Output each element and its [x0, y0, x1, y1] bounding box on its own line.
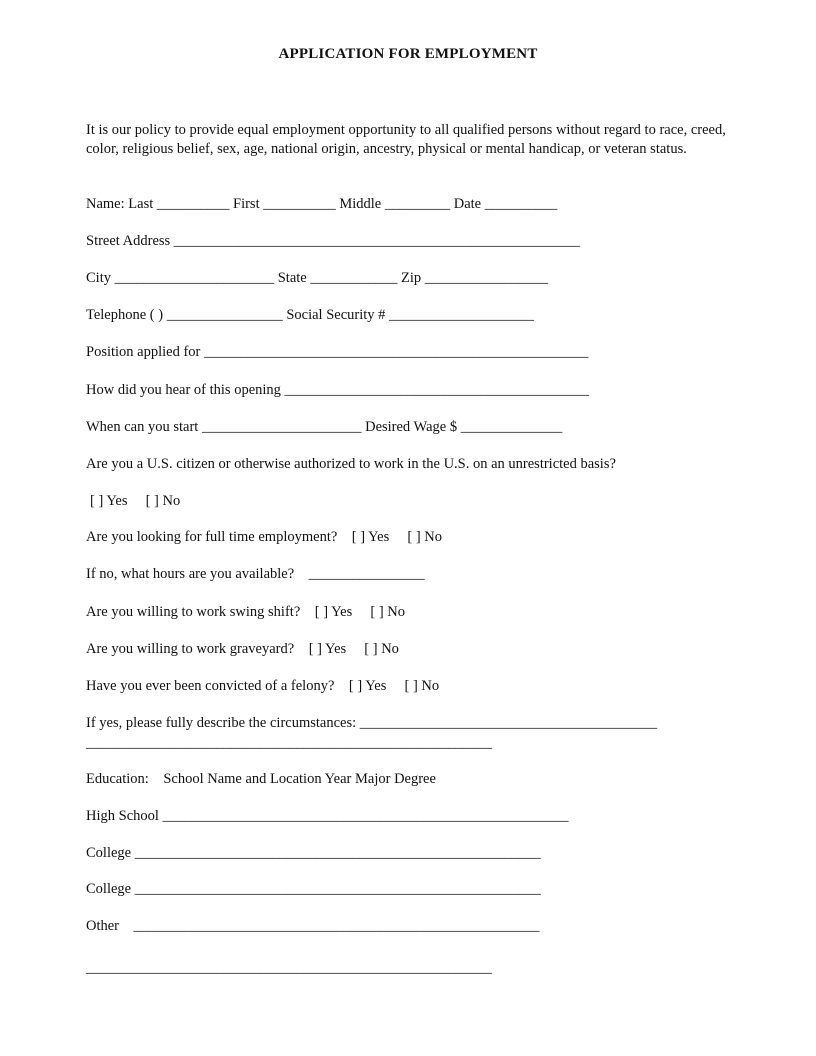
- street-row: [86, 232, 580, 250]
- state-field[interactable]: ____________: [310, 270, 398, 286]
- education-label: Education:: [86, 771, 149, 787]
- city-row: [86, 269, 548, 287]
- swing-question: Are you willing to work swing shift?: [86, 604, 301, 620]
- hours-row: [86, 565, 425, 583]
- education-header-row: [86, 770, 436, 788]
- circumstances-field[interactable]: _________________________________________: [359, 715, 658, 731]
- authorized-options: [90, 492, 180, 510]
- date-label: Date: [453, 196, 482, 212]
- swing-no-checkbox[interactable]: [ ] No: [370, 604, 405, 620]
- name-row: [86, 195, 557, 213]
- graveyard-no-checkbox[interactable]: [ ] No: [364, 641, 399, 657]
- graveyard-row: [86, 640, 399, 658]
- city-label: City: [86, 270, 111, 286]
- zip-field[interactable]: _________________: [424, 270, 548, 286]
- position-label: Position applied for: [86, 344, 201, 360]
- college-row-2: [86, 880, 541, 898]
- hear-field[interactable]: __________________________________________: [284, 382, 590, 398]
- hours-question: If no, what hours are you available?: [86, 566, 295, 582]
- zip-label: Zip: [400, 270, 422, 286]
- page-title: APPLICATION FOR EMPLOYMENT: [278, 46, 538, 62]
- fulltime-no-checkbox[interactable]: [ ] No: [407, 529, 443, 545]
- authorized-question: Are you a U.S. citizen or otherwise authorized to work in the U.S. on an unrestricted basis?: [86, 456, 616, 472]
- graveyard-yes-checkbox[interactable]: [ ] Yes: [308, 641, 347, 657]
- last-name-field[interactable]: __________: [156, 196, 230, 212]
- start-row: [86, 418, 562, 436]
- date-field[interactable]: __________: [484, 196, 558, 212]
- authorized-no-checkbox[interactable]: [ ] No: [145, 493, 181, 509]
- position-field[interactable]: _____________________________________________________: [204, 344, 589, 360]
- fulltime-question: Are you looking for full time employment?: [86, 529, 338, 545]
- policy-statement: It is our policy to provide equal employment opportunity to all qualified persons without regard to race, creed, color, religious belief, sex, age, national origin, ancestry, physical or mental handicap, or veteran status.: [86, 122, 726, 157]
- fulltime-yes-checkbox[interactable]: [ ] Yes: [351, 529, 390, 545]
- college-label-2: College: [86, 881, 132, 897]
- college-label-1: College: [86, 845, 132, 861]
- circumstances-label: If yes, please fully describe the circumstances:: [86, 715, 357, 731]
- final-blank-line[interactable]: ________________________________________________________: [86, 960, 492, 976]
- position-row: [86, 343, 588, 361]
- last-name-label: Name: Last: [86, 196, 154, 212]
- ssn-field[interactable]: ____________________: [389, 307, 535, 323]
- fulltime-row: [86, 528, 442, 546]
- hear-label: How did you hear of this opening: [86, 382, 281, 398]
- ssn-label: Social Security #: [286, 307, 386, 323]
- wage-field[interactable]: ______________: [460, 419, 563, 435]
- felony-question: Have you ever been convicted of a felony?: [86, 678, 335, 694]
- graveyard-question: Are you willing to work graveyard?: [86, 641, 295, 657]
- telephone-row: [86, 306, 534, 324]
- college-row-1: [86, 844, 541, 862]
- hours-field[interactable]: ________________: [308, 566, 425, 582]
- wage-label: Desired Wage $: [365, 419, 458, 435]
- street-address-field[interactable]: ________________________________________________________: [173, 233, 580, 249]
- education-columns: School Name and Location Year Major Degree: [163, 771, 436, 787]
- start-label: When can you start: [86, 419, 199, 435]
- other-label: Other: [86, 918, 120, 934]
- middle-name-field[interactable]: _________: [384, 196, 451, 212]
- circumstances-field-line2[interactable]: ________________________________________________________: [86, 735, 492, 751]
- authorized-yes-checkbox[interactable]: [ ] Yes: [90, 493, 128, 509]
- other-field[interactable]: ________________________________________________________: [133, 918, 540, 934]
- circumstances-row: [86, 714, 657, 732]
- city-field[interactable]: ______________________: [114, 270, 275, 286]
- felony-no-checkbox[interactable]: [ ] No: [404, 678, 440, 694]
- first-name-field[interactable]: __________: [263, 196, 336, 212]
- high-school-label: High School: [86, 808, 159, 824]
- start-field[interactable]: ______________________: [201, 419, 362, 435]
- other-row: [86, 917, 540, 935]
- telephone-label: Telephone ( ): [86, 307, 164, 323]
- street-address-label: Street Address: [86, 233, 171, 249]
- hear-row: [86, 381, 589, 399]
- felony-row: [86, 677, 439, 695]
- first-name-label: First: [233, 196, 260, 212]
- swing-yes-checkbox[interactable]: [ ] Yes: [314, 604, 353, 620]
- swing-row: [86, 603, 405, 621]
- felony-yes-checkbox[interactable]: [ ] Yes: [348, 678, 387, 694]
- college-field-2[interactable]: ________________________________________________________: [134, 881, 541, 897]
- telephone-field[interactable]: ________________: [166, 307, 283, 323]
- college-field-1[interactable]: ________________________________________________________: [134, 845, 541, 861]
- middle-name-label: Middle: [339, 196, 382, 212]
- high-school-field[interactable]: ________________________________________________________: [162, 808, 569, 824]
- high-school-row: [86, 807, 569, 825]
- state-label: State: [277, 270, 307, 286]
